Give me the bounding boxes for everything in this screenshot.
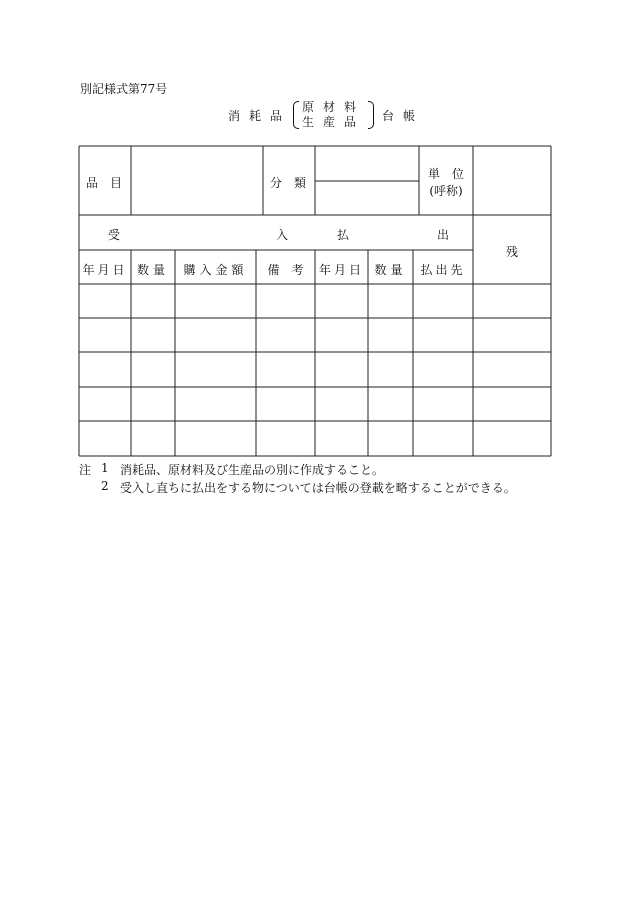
col-quantity-receipt: 数量	[136, 263, 169, 277]
form-number: 別記様式第77号	[80, 82, 168, 96]
col-purchase-amount: 購入金額	[183, 263, 248, 277]
receipt-label: 受	[108, 228, 121, 242]
title-ledger: 台帳	[382, 108, 425, 123]
balance-label: 残	[506, 245, 519, 259]
col-date-receipt: 年月日	[82, 263, 128, 277]
note-1-text: 消耗品、原材料及び生産品の別に作成すること。	[120, 463, 385, 477]
receipt-label-2: 入	[276, 228, 289, 242]
note-2-number: 2	[101, 479, 109, 493]
col-quantity-payout: 数量	[374, 263, 407, 277]
col-date-payout: 年月日	[318, 263, 364, 277]
title-consumables: 消耗品	[228, 108, 292, 123]
category-label: 分 類	[270, 176, 307, 190]
payout-label-2: 出	[437, 228, 450, 242]
col-remarks: 備 考	[267, 263, 304, 277]
payout-label: 払	[337, 228, 350, 242]
unit-sub-label: (呼称)	[429, 184, 463, 198]
title-products: 生産品	[302, 115, 366, 129]
title-raw-materials: 原材料	[302, 100, 366, 114]
col-payout-destination: 払出先	[420, 263, 466, 277]
item-label: 品 目	[86, 176, 123, 190]
note-1-number: 1	[101, 461, 109, 475]
note-2-text: 受入し直ちに払出をする物については台帳の登載を略することができる。	[120, 481, 516, 495]
unit-label: 単 位	[427, 167, 464, 181]
note-label: 注	[79, 463, 92, 477]
